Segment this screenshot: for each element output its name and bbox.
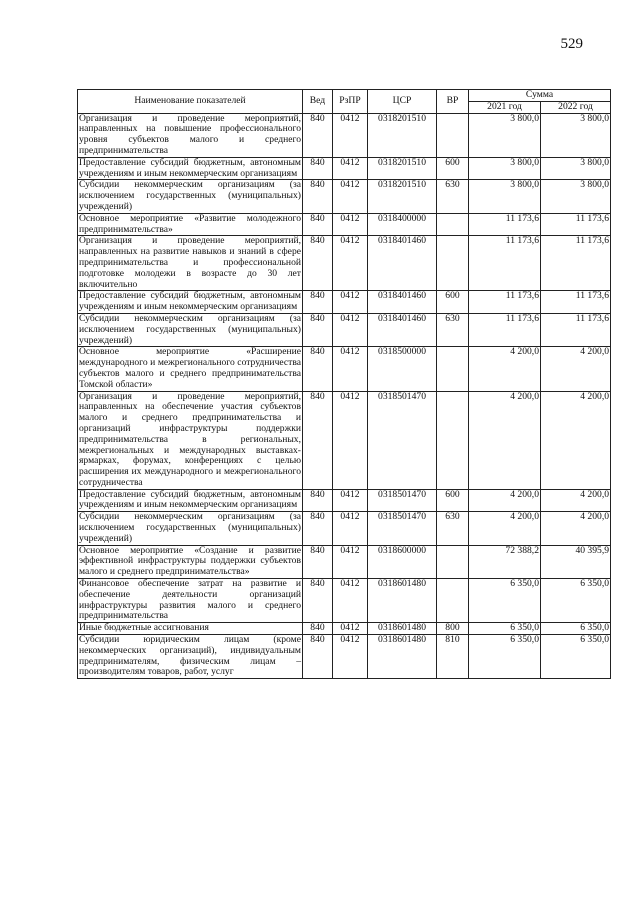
cell-csr: 0318400000: [368, 213, 437, 236]
header-year-2021: 2021 год: [469, 101, 541, 113]
table-row: [78, 391, 611, 489]
cell-sum-2022: 11 173,6: [541, 291, 611, 314]
cell-rzpr: 0412: [333, 489, 368, 512]
cell-name: Иные бюджетные ассигнования: [78, 623, 303, 635]
cell-csr: 0318601480: [368, 635, 437, 679]
cell-ved: 840: [303, 180, 333, 213]
cell-csr: 0318401460: [368, 291, 437, 314]
cell-rzpr: 0412: [333, 113, 368, 157]
cell-sum-2021: 3 800,0: [469, 180, 541, 213]
cell-csr: 0318501470: [368, 391, 437, 489]
cell-rzpr: 0412: [333, 291, 368, 314]
table-body: [78, 113, 611, 679]
cell-rzpr: 0412: [333, 313, 368, 346]
table-row: [78, 236, 611, 291]
cell-sum-2021: 4 200,0: [469, 347, 541, 391]
cell-sum-2021: 11 173,6: [469, 213, 541, 236]
cell-rzpr: 0412: [333, 391, 368, 489]
cell-vr: 630: [437, 180, 469, 213]
cell-rzpr: 0412: [333, 579, 368, 623]
cell-ved: 840: [303, 347, 333, 391]
cell-name: Субсидии юридическим лицам (кроме некоммерческих организаций), индивидуальным предпринимателям, физическим лицам – производителям товаров, работ, услуг: [79, 634, 301, 678]
cell-name: Субсидии некоммерческим организациям (за исключением государственных (муниципальных) учреждений): [79, 179, 301, 212]
cell-ved: 840: [303, 545, 333, 578]
cell-sum-2021: 11 173,6: [469, 291, 541, 314]
cell-rzpr: 0412: [333, 157, 368, 180]
cell-name: Основное мероприятие «Создание и развитие эффективной инфраструктуры поддержки субъектов малого и среднего предпринимательства»: [79, 544, 301, 578]
cell-name: Предоставление субсидий бюджетным, автономным учреждениям и иным некоммерческим организациям: [79, 488, 301, 511]
cell-rzpr: 0412: [333, 213, 368, 236]
cell-name: Субсидии некоммерческим организациям (за исключением государственных (муниципальных) учреждений): [79, 511, 301, 544]
cell-name: Предоставление субсидий бюджетным, автономным учреждениям и иным некоммерческим организациям: [79, 290, 301, 313]
table-row: [78, 291, 611, 314]
cell-rzpr: 0412: [333, 180, 368, 213]
cell-sum-2022: 6 350,0: [541, 623, 611, 635]
cell-vr: [437, 579, 469, 623]
cell-vr: [437, 213, 469, 236]
cell-sum-2021: 6 350,0: [469, 635, 541, 679]
table-row: [78, 157, 611, 180]
cell-vr: 810: [437, 635, 469, 679]
cell-ved: 840: [303, 391, 333, 489]
cell-vr: [437, 236, 469, 291]
cell-rzpr: 0412: [333, 635, 368, 679]
table-row: [78, 213, 611, 236]
cell-ved: 840: [303, 512, 333, 545]
cell-ved: 840: [303, 623, 333, 635]
cell-sum-2021: 6 350,0: [469, 579, 541, 623]
header-year-2022: 2022 год: [541, 101, 611, 113]
cell-ved: 840: [303, 635, 333, 679]
cell-name: Субсидии некоммерческим организациям (за исключением государственных (муниципальных) учреждений): [79, 312, 301, 346]
cell-ved: 840: [303, 113, 333, 157]
table-row: [78, 489, 611, 512]
cell-name: Организация и проведение мероприятий, направленных на повышение профессионального уровня субъектов малого и среднего предпринимательства: [79, 112, 301, 156]
header-sum: Сумма: [469, 90, 611, 102]
table-row: [78, 180, 611, 213]
cell-vr: [437, 347, 469, 391]
table-row: [78, 579, 611, 623]
cell-ved: 840: [303, 489, 333, 512]
table-header: [78, 90, 611, 114]
cell-vr: 600: [437, 291, 469, 314]
cell-sum-2021: 4 200,0: [469, 489, 541, 512]
cell-sum-2022: 11 173,6: [541, 313, 611, 346]
cell-name: Предоставление субсидий бюджетным, автономным учреждениям и иным некоммерческим организациям: [79, 156, 301, 179]
cell-vr: [437, 113, 469, 157]
cell-vr: [437, 391, 469, 489]
cell-csr: 0318201510: [368, 113, 437, 157]
page-number: 529: [560, 36, 583, 52]
cell-sum-2021: 6 350,0: [469, 623, 541, 635]
table-row: [78, 347, 611, 391]
cell-ved: 840: [303, 236, 333, 291]
cell-sum-2022: 3 800,0: [541, 180, 611, 213]
table-row: [78, 635, 611, 679]
table-row: [78, 623, 611, 635]
cell-vr: 600: [437, 157, 469, 180]
table-row: [78, 313, 611, 346]
header-name: Наименование показателей: [78, 90, 303, 114]
cell-sum-2022: 4 200,0: [541, 391, 611, 489]
cell-rzpr: 0412: [333, 347, 368, 391]
cell-ved: 840: [303, 313, 333, 346]
cell-vr: 630: [437, 512, 469, 545]
cell-sum-2022: 4 200,0: [541, 489, 611, 512]
cell-ved: 840: [303, 579, 333, 623]
cell-name: Основное мероприятие «Развитие молодежного предпринимательства»: [79, 212, 301, 235]
cell-vr: [437, 545, 469, 578]
cell-vr: 630: [437, 313, 469, 346]
cell-csr: 0318500000: [368, 347, 437, 391]
cell-name: Основное мероприятие «Расширение международного и межрегионального сотрудничества субъектов малого и среднего предпринимательства Томской области»: [79, 346, 301, 390]
header-ved: Вед: [303, 90, 333, 114]
cell-sum-2022: 11 173,6: [541, 213, 611, 236]
cell-rzpr: 0412: [333, 512, 368, 545]
cell-csr: 0318201510: [368, 180, 437, 213]
cell-sum-2022: 3 800,0: [541, 157, 611, 180]
cell-name: Финансовое обеспечение затрат на развитие и обеспечение деятельности организаций инфраструктуры развития малого и среднего предпринимательства: [79, 578, 301, 622]
budget-table: [77, 89, 611, 679]
cell-sum-2022: 3 800,0: [541, 113, 611, 157]
cell-ved: 840: [303, 157, 333, 180]
table-row: [78, 512, 611, 545]
cell-csr: 0318601480: [368, 579, 437, 623]
cell-sum-2022: 6 350,0: [541, 635, 611, 679]
cell-sum-2022: 4 200,0: [541, 347, 611, 391]
cell-csr: 0318401460: [368, 313, 437, 346]
cell-rzpr: 0412: [333, 236, 368, 291]
cell-csr: 0318201510: [368, 157, 437, 180]
cell-vr: 600: [437, 489, 469, 512]
cell-vr: 800: [437, 623, 469, 635]
cell-sum-2021: 4 200,0: [469, 512, 541, 545]
header-csr: ЦСР: [368, 90, 437, 114]
cell-name: Организация и проведение мероприятий, направленных на обеспечение участия субъектов малого и среднего предпринимательства и организаций инфраструктуры поддержки предпринимательства в региональных, межрегиональных и международных выставках-ярмарках, форумах, конференциях с целью расширения их международного и межрегионального сотрудничества: [79, 390, 301, 488]
cell-name: Организация и проведение мероприятий, направленных на развитие навыков и знаний в сфере предпринимательства и профессиональной подготовке молодежи в возрасте до 30 лет включительно: [79, 235, 301, 290]
table-row: [78, 113, 611, 157]
cell-csr: 0318501470: [368, 512, 437, 545]
cell-csr: 0318601480: [368, 623, 437, 635]
cell-sum-2022: 11 173,6: [541, 236, 611, 291]
cell-rzpr: 0412: [333, 545, 368, 578]
header-vr: ВР: [437, 90, 469, 114]
cell-csr: 0318401460: [368, 236, 437, 291]
cell-ved: 840: [303, 213, 333, 236]
cell-csr: 0318600000: [368, 545, 437, 578]
cell-sum-2022: 40 395,9: [541, 545, 611, 578]
header-rzpr: РзПР: [333, 90, 368, 114]
table-row: [78, 545, 611, 578]
cell-sum-2021: 4 200,0: [469, 391, 541, 489]
cell-sum-2021: 72 388,2: [469, 545, 541, 578]
cell-sum-2021: 11 173,6: [469, 236, 541, 291]
cell-sum-2021: 3 800,0: [469, 113, 541, 157]
cell-sum-2021: 3 800,0: [469, 157, 541, 180]
cell-sum-2022: 6 350,0: [541, 579, 611, 623]
cell-ved: 840: [303, 291, 333, 314]
cell-rzpr: 0412: [333, 623, 368, 635]
cell-csr: 0318501470: [368, 489, 437, 512]
cell-sum-2021: 11 173,6: [469, 313, 541, 346]
cell-sum-2022: 4 200,0: [541, 512, 611, 545]
